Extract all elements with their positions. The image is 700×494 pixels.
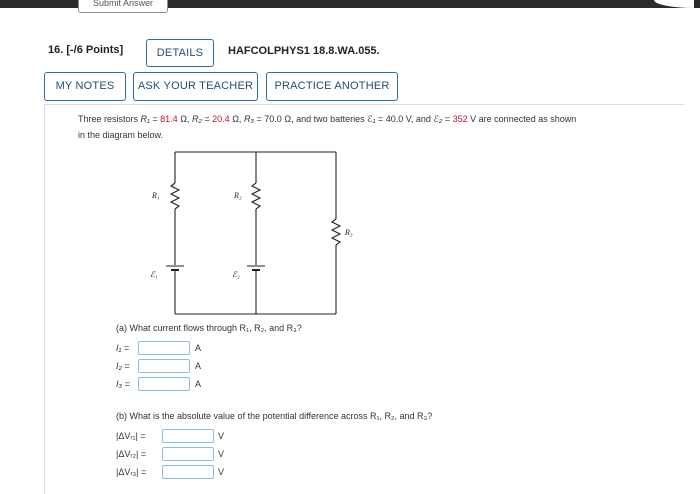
dv-r2-input[interactable] xyxy=(162,447,214,461)
label-r2: R₂ xyxy=(234,191,242,200)
label-e1: ℰ₁ xyxy=(150,270,158,279)
ask-your-teacher-button[interactable]: ASK YOUR TEACHER xyxy=(133,72,258,101)
details-button[interactable]: DETAILS xyxy=(146,39,214,67)
answer-label: |ΔVᵣ₁| = xyxy=(116,431,146,441)
label-r3: R₃ xyxy=(345,228,353,237)
unit-label: V xyxy=(218,431,225,441)
answer-label: I₂ = xyxy=(116,361,130,371)
question-number: 16. xyxy=(48,44,64,56)
label-r1: R₁ xyxy=(152,191,160,200)
practice-another-button[interactable]: PRACTICE ANOTHER xyxy=(266,72,398,101)
answer-label: |ΔVᵣ₃| = xyxy=(116,467,147,477)
label-e2: ℰ₂ xyxy=(232,270,240,279)
answer-label: I₁ = xyxy=(116,343,130,353)
question-id: HAFCOLPHYS1 18.8.WA.055. xyxy=(228,45,380,57)
unit-label: V xyxy=(218,467,225,477)
my-notes-button[interactable]: MY NOTES xyxy=(44,72,126,101)
i1-input[interactable] xyxy=(138,341,190,355)
unit-label: A xyxy=(195,361,202,371)
answer-label: |ΔVᵣ₂| = xyxy=(116,449,147,459)
dv-r3-input[interactable] xyxy=(162,465,214,479)
i3-input[interactable] xyxy=(138,377,190,391)
unit-label: A xyxy=(195,343,202,353)
part-b-prompt: (b) What is the absolute value of the potential difference across R₁, R₂, and R₃? xyxy=(116,411,433,421)
part-a-prompt: (a) What current flows through R₁, R₂, and R₃? xyxy=(116,323,302,333)
submit-answer-button[interactable]: Submit Answer xyxy=(78,0,168,13)
question-header xyxy=(48,44,123,56)
unit-label: V xyxy=(218,449,225,459)
dv-r1-input[interactable] xyxy=(162,429,214,443)
i2-input[interactable] xyxy=(138,359,190,373)
question-points: [-/6 Points] xyxy=(66,44,124,56)
answer-label: I₃ = xyxy=(116,379,130,389)
unit-label: A xyxy=(195,379,202,389)
problem-text: Three resistors R₁ = 81.4 Ω, R₂ = 20.4 Ω, R₃ = 70.0 Ω, and two batteries ℰ₁ = 40.0 V, and ℰ₂ = 352 V are connected as shown in the diagram below. xyxy=(78,114,577,140)
